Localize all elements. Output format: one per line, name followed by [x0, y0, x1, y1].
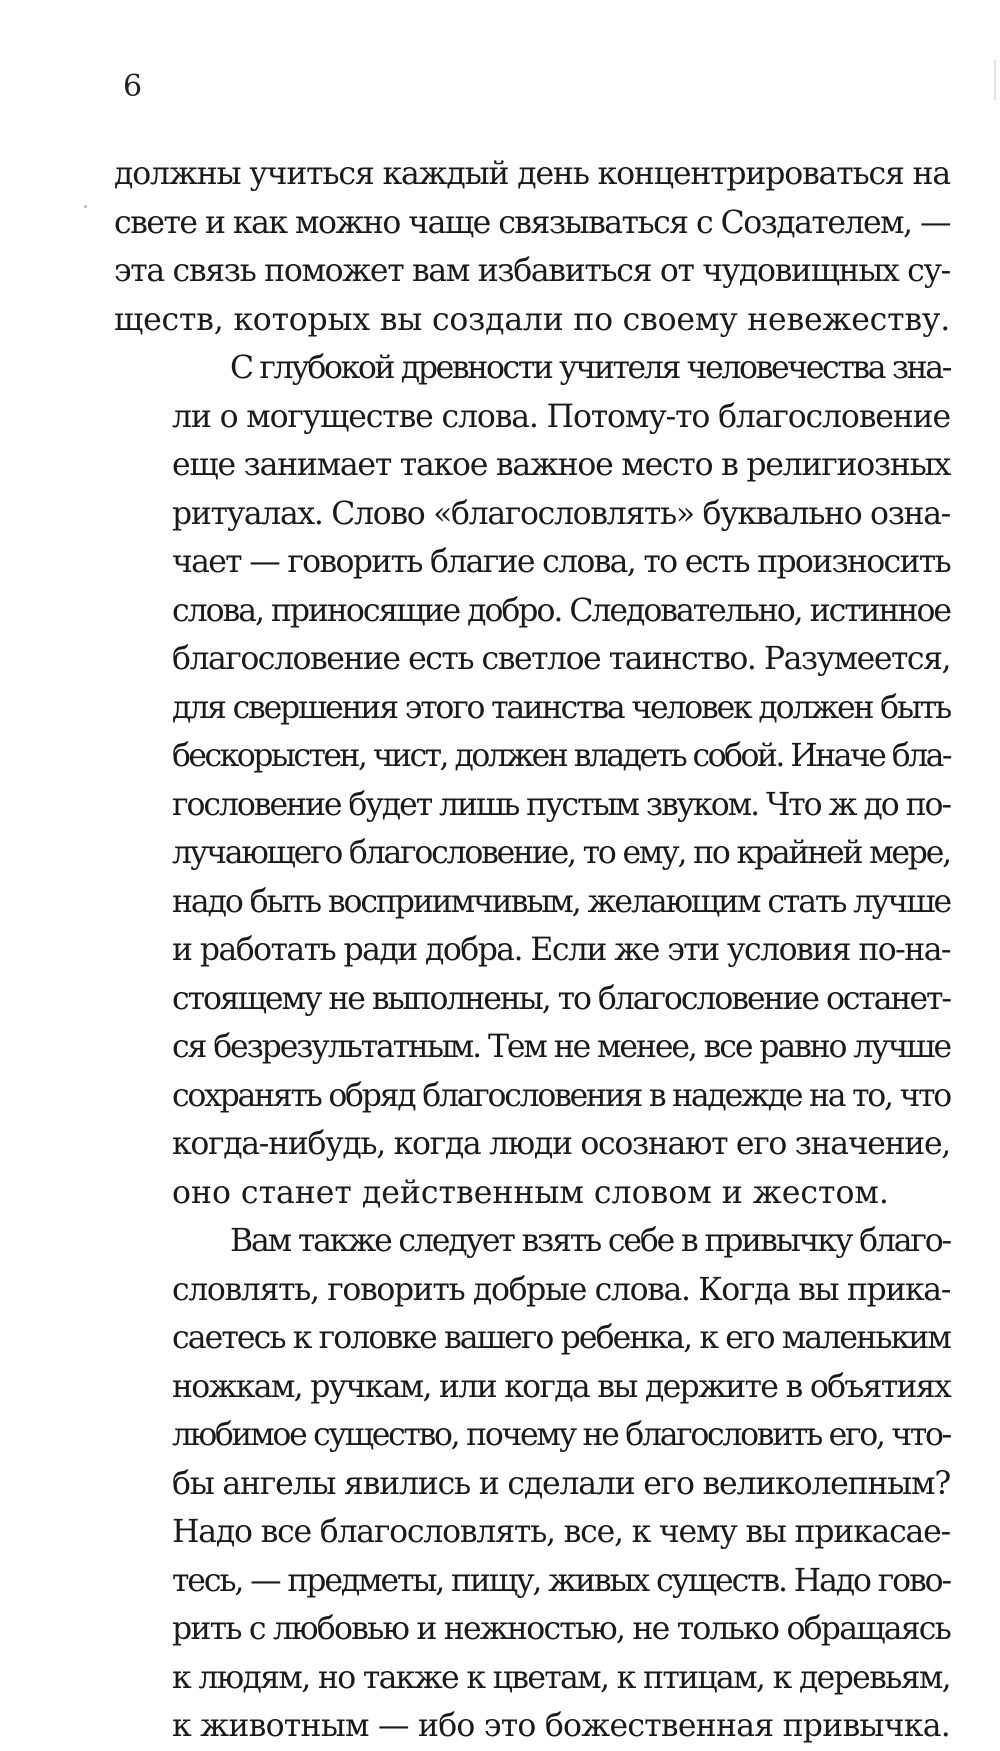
- text-line: к животным — ибо это божественная привычка.: [172, 1708, 950, 1744]
- text-line: ритуалах. Слово «благословлять» буквально озна-: [172, 495, 950, 532]
- text-line: гословение будет лишь пустым звуком. Что ж до по-: [172, 786, 950, 823]
- text-line: Надо все благословлять, все, к чему вы прикасае-: [172, 1514, 950, 1550]
- text-line: для свершения этого таинства человек должен быть: [172, 689, 950, 726]
- scan-speck: [84, 205, 87, 208]
- text-line: Вам также следует взять себе в привычку благо-: [230, 1223, 951, 1259]
- text-line: к людям, но также к цветам, к птицам, к деревьям,: [172, 1659, 951, 1696]
- text-line: еще занимает такое важное место в религиозных: [172, 447, 950, 483]
- scan-edge-mark: [994, 60, 996, 100]
- text-line: саетесь к головке вашего ребенка, к его маленьким: [172, 1320, 950, 1356]
- text-line: свете и как можно чаще связываться с Создателем, —: [114, 204, 950, 241]
- paragraph: [114, 1217, 950, 1751]
- text-line: благословение есть светлое таинство. Разумеется,: [172, 641, 950, 677]
- text-line: тесь, — предметы, пищу, живых существ. Надо гово-: [172, 1562, 950, 1599]
- text-line: надо быть восприимчивым, желающим стать лучше: [172, 883, 951, 920]
- text-line: бескорыстен, чист, должен владеть собой. Иначе бла-: [172, 738, 951, 774]
- text-line: С глубокой древности учителя человечества зна-: [230, 350, 951, 386]
- body-text: [114, 150, 950, 1751]
- text-line: ществ, которых вы создали по своему невежеству.: [114, 301, 951, 338]
- text-line: рить с любовью и нежностью, не только обращаясь: [172, 1611, 951, 1647]
- text-line: оно станет действенным словом и жестом.: [172, 1174, 889, 1211]
- text-line: словлять, говорить добрые слова. Когда вы прика-: [172, 1271, 951, 1308]
- text-line: когда-нибудь, когда люди осознают его значение,: [172, 1126, 950, 1162]
- text-line: ли о могуществе слова. Потому-то благословение: [172, 398, 950, 435]
- page-number: 6: [123, 69, 143, 104]
- paragraph: [114, 150, 950, 344]
- text-line: сохранять обряд благословения в надежде на то, что: [172, 1077, 950, 1114]
- text-line: бы ангелы явились и сделали его великолепным?: [172, 1465, 951, 1502]
- text-line: должны учиться каждый день концентрироваться на: [114, 156, 950, 192]
- text-line: лучающего благословение, то ему, по крайней мере,: [172, 835, 950, 871]
- text-line: ножкам, ручкам, или когда вы держите в объятиях: [172, 1368, 951, 1405]
- text-line: слова, приносящие добро. Следовательно, истинное: [172, 592, 951, 629]
- text-line: ся безрезультатным. Тем не менее, все равно лучше: [172, 1029, 950, 1065]
- text-line: и работать ради добра. Если же эти условия по-на-: [172, 932, 950, 968]
- text-line: стоящему не выполнены, то благословение останет-: [172, 980, 950, 1017]
- text-line: чает — говорить благие слова, то есть произносить: [172, 544, 950, 580]
- text-line: эта связь поможет вам избавиться от чудовищных су-: [114, 253, 950, 289]
- text-line: любимое существо, почему не благословить его, что-: [172, 1417, 950, 1453]
- paragraph: [114, 344, 950, 1217]
